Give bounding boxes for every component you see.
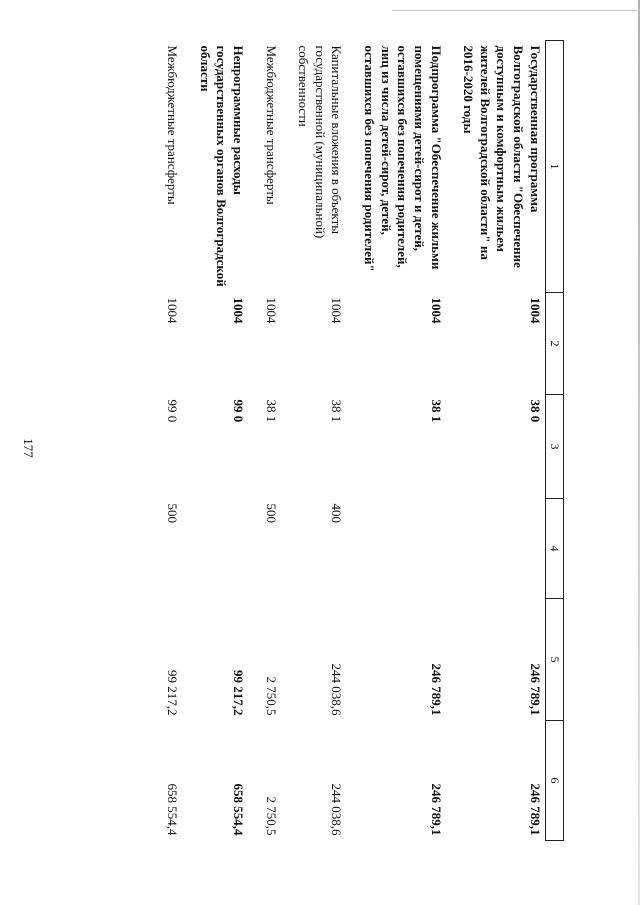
- amount-column-6: 244 038,6: [329, 783, 345, 836]
- section-code: 1004: [428, 297, 444, 324]
- column-header-1: 1: [545, 41, 563, 293]
- expense-type-code: 400: [329, 503, 345, 523]
- column-header-4: 4: [545, 499, 563, 599]
- column-header-6: 6: [545, 721, 563, 841]
- amount-column-6: 246 789,1: [428, 783, 444, 836]
- section-code: 1004: [263, 297, 279, 324]
- section-code: 1004: [527, 297, 543, 324]
- expense-type-code: [446, 499, 546, 599]
- section-code: 1004: [329, 297, 345, 324]
- row-name: Капитальные вложения в объекты государственной (муниципальной) собственности: [296, 45, 345, 239]
- budget-table: [149, 40, 564, 841]
- expense-type-code: [182, 499, 248, 599]
- column-header-5: 5: [545, 599, 563, 721]
- program-code: 38 1: [263, 399, 279, 423]
- amount-column-5: 99 217,2: [165, 670, 181, 716]
- expense-type-code: 500: [263, 503, 279, 523]
- row-name: Непрограммные расходы государственных органов Волгоградской области: [197, 45, 246, 287]
- table-row: [248, 41, 281, 841]
- amount-column-5: 246 789,1: [527, 663, 543, 716]
- amount-column-6: 2 750,5: [263, 796, 279, 836]
- column-header-2: 2: [545, 293, 563, 395]
- page-number: 177: [21, 438, 36, 458]
- amount-column-5: 246 789,1: [428, 663, 444, 716]
- section-code: 1004: [230, 297, 246, 324]
- expense-type-code: 500: [165, 503, 181, 523]
- amount-column-5: 99 217,2: [230, 670, 246, 716]
- amount-column-5: 244 038,6: [329, 663, 345, 716]
- program-code: 38 1: [428, 399, 444, 423]
- table-row: [182, 41, 248, 841]
- amount-column-6: 658 554,4: [165, 783, 181, 836]
- program-code: 38 1: [329, 399, 345, 423]
- row-name: Государственная программа Волгоградской области "Обеспечение доступным и комфортным жильем жителей Волгоградской области" на 2016-2020 годы: [461, 45, 543, 268]
- rotated-table-container: [64, 40, 564, 840]
- top-rule-line: [392, 10, 640, 11]
- program-code: 38 0: [527, 399, 543, 423]
- table-row: [346, 41, 445, 841]
- table-header-row: [545, 41, 563, 841]
- section-code: 1004: [165, 297, 181, 324]
- expense-type-code: [346, 499, 445, 599]
- row-name: Межбюджетные трансферты: [165, 45, 181, 205]
- amount-column-6: 658 554,4: [230, 783, 246, 836]
- table-row: [149, 41, 182, 841]
- row-name: Подпрограмма "Обеспечение жильми помещениями детей-сирот и детей, оставшихся без попечения родителей, лиц из числа детей-сирот, детей, оставшихся без попечения родителей": [362, 45, 444, 272]
- table-row: [446, 41, 546, 841]
- row-name: Межбюджетные трансферты: [263, 45, 279, 205]
- amount-column-5: 2 750,5: [263, 676, 279, 716]
- table-row: [281, 41, 347, 841]
- program-code: 99 0: [230, 399, 246, 423]
- amount-column-6: 246 789,1: [527, 783, 543, 836]
- column-header-3: 3: [545, 395, 563, 499]
- program-code: 99 0: [165, 399, 181, 423]
